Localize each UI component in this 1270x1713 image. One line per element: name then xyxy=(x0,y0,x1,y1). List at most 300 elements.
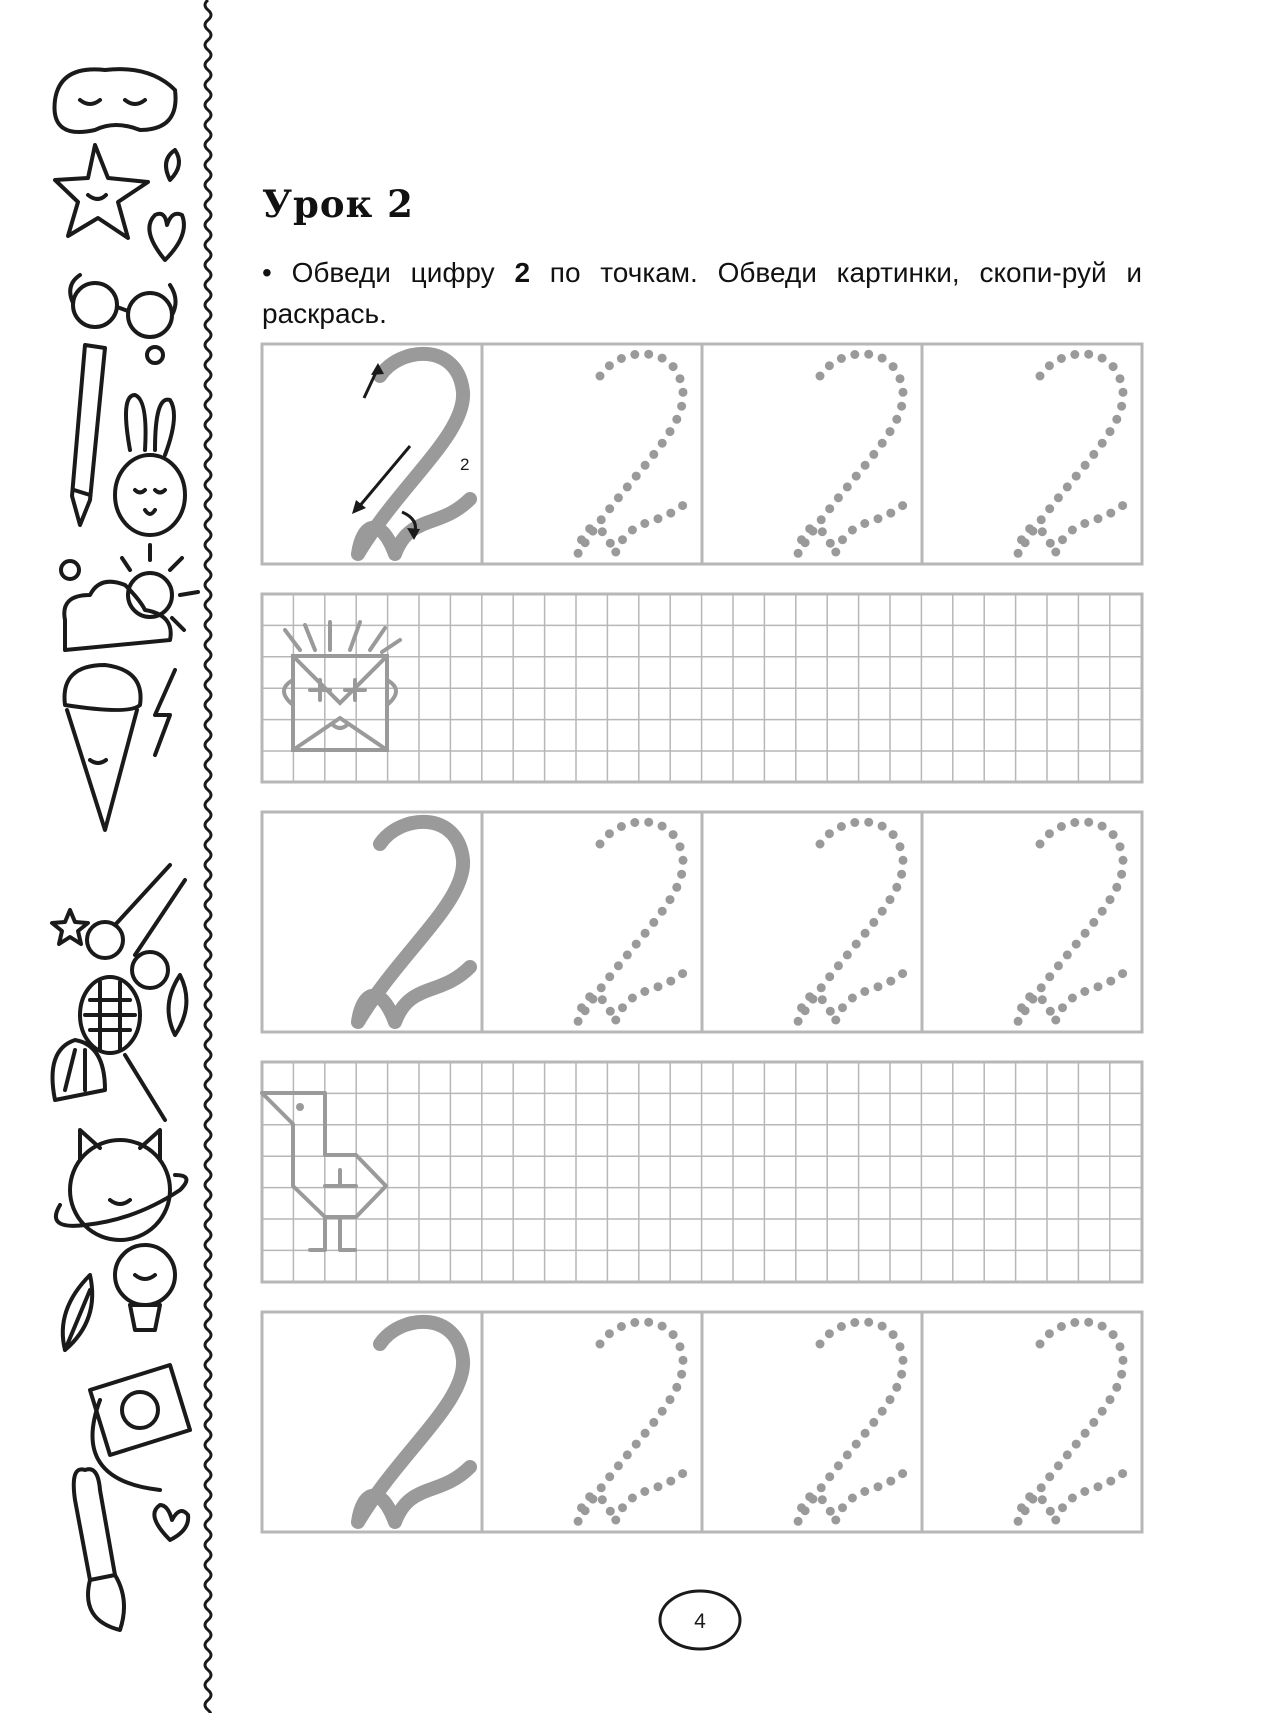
trace-dot xyxy=(672,415,681,424)
trace-dot xyxy=(658,907,667,916)
trace-dot xyxy=(1037,1483,1046,1492)
trace-dot xyxy=(860,1487,869,1496)
trace-dot xyxy=(1068,1494,1077,1503)
trace-dot xyxy=(611,1516,620,1525)
trace-dot xyxy=(1070,818,1079,827)
trace-dot xyxy=(886,977,895,986)
trace-dot xyxy=(676,374,685,383)
trace-dot xyxy=(864,350,873,359)
trace-dot xyxy=(837,1322,846,1331)
trace-dot xyxy=(1017,1503,1026,1512)
trace-dot xyxy=(831,1516,840,1525)
trace-dot xyxy=(628,526,637,535)
trace-dot xyxy=(1045,1329,1054,1338)
trace-dot xyxy=(1046,1007,1055,1016)
trace-dot xyxy=(1094,982,1103,991)
trace-dot xyxy=(843,482,852,491)
trace-dot xyxy=(598,995,607,1004)
trace-dot xyxy=(817,515,826,524)
trace-dot xyxy=(618,1003,627,1012)
trace-dot xyxy=(641,929,650,938)
trace-dot xyxy=(1094,1482,1103,1491)
trace-dot xyxy=(1068,526,1077,535)
trace-dot xyxy=(585,992,594,1001)
trace-dot xyxy=(640,987,649,996)
trace-dot xyxy=(606,1507,615,1516)
trace-dot xyxy=(886,895,895,904)
trace-dot xyxy=(628,1494,637,1503)
trace-dot xyxy=(889,362,898,371)
trace-dot xyxy=(1094,514,1103,523)
trace-dot xyxy=(1106,977,1115,986)
trace-dot xyxy=(1017,535,1026,544)
trace-dot xyxy=(649,1418,658,1427)
trace-dot xyxy=(1058,1003,1067,1012)
trace-dot xyxy=(1070,350,1079,359)
lesson-title: Урок 2 xyxy=(262,182,414,226)
trace-dot xyxy=(1118,969,1127,978)
trace-dot xyxy=(641,461,650,470)
instruction-part-2: по точкам. Обведи картинки, скопи-руй и раскрась. xyxy=(262,257,1143,329)
trace-dot xyxy=(623,950,632,959)
trace-dot xyxy=(640,1487,649,1496)
trace-dot xyxy=(825,504,834,513)
trace-dot xyxy=(611,1016,620,1025)
trace-dot xyxy=(574,1517,583,1526)
trace-dot xyxy=(666,977,675,986)
trace-dot xyxy=(666,895,675,904)
trace-dot xyxy=(1072,1440,1081,1449)
trace-dot xyxy=(886,1395,895,1404)
trace-dot xyxy=(605,504,614,513)
trace-dot xyxy=(1057,354,1066,363)
dotted-digit-2[interactable] xyxy=(1014,350,1128,558)
trace-dot xyxy=(1063,482,1072,491)
trace-dot xyxy=(644,1318,653,1327)
trace-dot xyxy=(618,1503,627,1512)
trace-dot xyxy=(1084,1318,1093,1327)
trace-dot xyxy=(679,856,688,865)
trace-dot xyxy=(825,1472,834,1481)
trace-dot xyxy=(896,1342,905,1351)
trace-dot xyxy=(577,1003,586,1012)
trace-dot xyxy=(1014,549,1023,558)
trace-dot xyxy=(818,527,827,536)
dotted-digit-2[interactable] xyxy=(794,1318,908,1526)
trace-dot xyxy=(597,515,606,524)
trace-dot xyxy=(677,402,686,411)
trace-dot xyxy=(596,1340,605,1349)
trace-dot xyxy=(1045,361,1054,370)
trace-dot xyxy=(617,354,626,363)
dotted-digit-2[interactable] xyxy=(1014,1318,1128,1526)
trace-dot xyxy=(1089,918,1098,927)
trace-dot xyxy=(1037,515,1046,524)
trace-dot xyxy=(834,1461,843,1470)
trace-dot xyxy=(861,1429,870,1438)
trace-dot xyxy=(574,1017,583,1026)
trace-dot xyxy=(797,535,806,544)
trace-dot xyxy=(614,493,623,502)
trace-dot xyxy=(1098,439,1107,448)
trace-dot xyxy=(794,1517,803,1526)
instruction-digit: 2 xyxy=(514,257,531,288)
trace-dot xyxy=(896,842,905,851)
trace-dot xyxy=(605,1472,614,1481)
trace-dot xyxy=(843,1450,852,1459)
trace-dot xyxy=(1058,1503,1067,1512)
instruction-part-1: Обведи цифру xyxy=(291,257,495,288)
trace-dot xyxy=(852,472,861,481)
trace-dot xyxy=(794,1017,803,1026)
trace-dot xyxy=(878,439,887,448)
trace-dot xyxy=(654,514,663,523)
trace-dot xyxy=(892,415,901,424)
trace-dot xyxy=(1025,1492,1034,1501)
trace-dot xyxy=(632,472,641,481)
trace-dot xyxy=(1106,427,1115,436)
trace-dot xyxy=(1025,524,1034,533)
dotted-digit-2[interactable] xyxy=(1014,818,1128,1026)
trace-dot xyxy=(1116,842,1125,851)
bullet: • xyxy=(262,257,272,288)
stroke-order-number: 2 xyxy=(460,455,470,474)
trace-dot xyxy=(834,493,843,502)
trace-dot xyxy=(596,840,605,849)
trace-dot xyxy=(630,350,639,359)
trace-dot xyxy=(1057,822,1066,831)
trace-dot xyxy=(878,1322,887,1331)
sample-digit-2-row-2 xyxy=(358,822,470,1022)
trace-dot xyxy=(644,818,653,827)
trace-dot xyxy=(577,535,586,544)
trace-dot xyxy=(1017,1003,1026,1012)
trace-dot xyxy=(669,830,678,839)
trace-dot xyxy=(834,961,843,970)
trace-row-3 xyxy=(262,1312,1142,1532)
trace-dot xyxy=(816,1340,825,1349)
trace-dot xyxy=(585,1492,594,1501)
page-number-badge xyxy=(660,1591,740,1649)
trace-dot xyxy=(1036,372,1045,381)
trace-dot xyxy=(1119,388,1128,397)
trace-dot xyxy=(1072,940,1081,949)
trace-dot xyxy=(679,1356,688,1365)
trace-dot xyxy=(1072,472,1081,481)
trace-dot xyxy=(897,870,906,879)
trace-dot xyxy=(658,822,667,831)
trace-dot xyxy=(1084,350,1093,359)
trace-dot xyxy=(676,842,685,851)
trace-dot xyxy=(1051,1016,1060,1025)
trace-dot xyxy=(898,1469,907,1478)
trace-dot xyxy=(1063,950,1072,959)
trace-dot xyxy=(816,840,825,849)
trace-dot xyxy=(825,829,834,838)
trace-dot xyxy=(878,907,887,916)
trace-dot xyxy=(864,1318,873,1327)
trace-row-1 xyxy=(262,344,1142,564)
trace-dot xyxy=(1038,527,1047,536)
trace-dot xyxy=(818,1495,827,1504)
trace-dot xyxy=(1117,402,1126,411)
trace-dot xyxy=(618,535,627,544)
trace-dot xyxy=(1098,1322,1107,1331)
trace-dot xyxy=(1046,1507,1055,1516)
trace-dot xyxy=(816,372,825,381)
trace-dot xyxy=(1098,354,1107,363)
trace-dot xyxy=(666,509,675,518)
trace-dot xyxy=(886,1477,895,1486)
trace-dot xyxy=(577,1503,586,1512)
trace-dot xyxy=(1068,994,1077,1003)
trace-dot xyxy=(896,374,905,383)
trace-dot xyxy=(1084,818,1093,827)
trace-dot xyxy=(1109,1330,1118,1339)
trace-dot xyxy=(817,983,826,992)
trace-dot xyxy=(1045,829,1054,838)
trace-dot xyxy=(831,548,840,557)
trace-dot xyxy=(1045,1472,1054,1481)
trace-dot xyxy=(672,883,681,892)
trace-dot xyxy=(850,1318,859,1327)
trace-dot xyxy=(1098,822,1107,831)
trace-dot xyxy=(864,818,873,827)
trace-dot xyxy=(1106,1477,1115,1486)
dotted-digit-2[interactable] xyxy=(794,350,908,558)
trace-dot xyxy=(614,1461,623,1470)
dotted-digit-2[interactable] xyxy=(574,1318,688,1526)
trace-dot xyxy=(892,883,901,892)
trace-dot xyxy=(852,940,861,949)
trace-dot xyxy=(797,1503,806,1512)
trace-dot xyxy=(676,1342,685,1351)
trace-dot xyxy=(897,1370,906,1379)
trace-dot xyxy=(669,1330,678,1339)
trace-dot xyxy=(874,982,883,991)
trace-dot xyxy=(1081,461,1090,470)
trace-dot xyxy=(1116,1342,1125,1351)
trace-dot xyxy=(805,992,814,1001)
trace-dot xyxy=(1054,961,1063,970)
trace-dot xyxy=(628,994,637,1003)
trace-dot xyxy=(826,1507,835,1516)
trace-dot xyxy=(678,501,687,510)
trace-dot xyxy=(826,1007,835,1016)
trace-dot xyxy=(1014,1017,1023,1026)
trace-dot xyxy=(1116,374,1125,383)
trace-dot xyxy=(1118,1469,1127,1478)
trace-dot xyxy=(1089,1418,1098,1427)
trace-dot xyxy=(678,969,687,978)
trace-dot xyxy=(1046,539,1055,548)
trace-dot xyxy=(1106,895,1115,904)
trace-dot xyxy=(623,482,632,491)
trace-dot xyxy=(654,982,663,991)
trace-dot xyxy=(837,354,846,363)
trace-row-2 xyxy=(262,812,1142,1032)
trace-dot xyxy=(658,354,667,363)
trace-dot xyxy=(1119,1356,1128,1365)
trace-dot xyxy=(1112,883,1121,892)
trace-dot xyxy=(848,994,857,1003)
trace-dot xyxy=(669,362,678,371)
trace-dot xyxy=(679,388,688,397)
sample-digit-2-row-3 xyxy=(358,1322,470,1522)
trace-dot xyxy=(605,972,614,981)
trace-dot xyxy=(605,829,614,838)
trace-dot xyxy=(598,1495,607,1504)
trace-dot xyxy=(640,519,649,528)
trace-dot xyxy=(874,514,883,523)
trace-dot xyxy=(1109,830,1118,839)
trace-dot xyxy=(617,822,626,831)
trace-dot xyxy=(1045,504,1054,513)
dotted-digit-2[interactable] xyxy=(794,818,908,1026)
trace-dot xyxy=(606,1007,615,1016)
trace-dot xyxy=(805,1492,814,1501)
trace-dot xyxy=(825,972,834,981)
trace-dot xyxy=(837,822,846,831)
trace-dot xyxy=(1106,1395,1115,1404)
trace-dot xyxy=(658,439,667,448)
trace-dot xyxy=(878,822,887,831)
trace-dot xyxy=(1119,856,1128,865)
trace-dot xyxy=(838,1503,847,1512)
trace-dot xyxy=(1081,929,1090,938)
trace-dot xyxy=(1036,840,1045,849)
trace-dot xyxy=(897,402,906,411)
dotted-digit-2[interactable] xyxy=(574,350,688,558)
trace-dot xyxy=(678,1469,687,1478)
trace-dot xyxy=(666,1477,675,1486)
trace-dot xyxy=(649,450,658,459)
trace-dot xyxy=(850,818,859,827)
trace-dot xyxy=(654,1482,663,1491)
trace-dot xyxy=(825,1329,834,1338)
trace-dot xyxy=(658,1322,667,1331)
copy-grid-row-2 xyxy=(262,1062,1142,1282)
trace-dot xyxy=(1054,1461,1063,1470)
trace-dot xyxy=(1025,992,1034,1001)
trace-dot xyxy=(666,427,675,436)
trace-dot xyxy=(1089,450,1098,459)
trace-dot xyxy=(878,1407,887,1416)
trace-dot xyxy=(606,539,615,548)
trace-dot xyxy=(605,361,614,370)
goose-icon xyxy=(262,1093,386,1250)
trace-dot xyxy=(898,501,907,510)
trace-dot xyxy=(861,461,870,470)
trace-dot xyxy=(797,1003,806,1012)
trace-dot xyxy=(1112,1383,1121,1392)
trace-dot xyxy=(1063,1450,1072,1459)
trace-dot xyxy=(632,940,641,949)
trace-dot xyxy=(1051,1516,1060,1525)
trace-dot xyxy=(672,1383,681,1392)
trace-dot xyxy=(1037,983,1046,992)
trace-dot xyxy=(825,361,834,370)
trace-dot xyxy=(574,549,583,558)
trace-dot xyxy=(1081,1429,1090,1438)
trace-dot xyxy=(649,918,658,927)
trace-dot xyxy=(794,549,803,558)
trace-dot xyxy=(614,961,623,970)
trace-dot xyxy=(886,509,895,518)
trace-dot xyxy=(677,870,686,879)
trace-dot xyxy=(826,539,835,548)
trace-dot xyxy=(1118,501,1127,510)
trace-dot xyxy=(630,1318,639,1327)
trace-dot xyxy=(899,388,908,397)
trace-dot xyxy=(838,535,847,544)
trace-dot xyxy=(838,1003,847,1012)
trace-dot xyxy=(848,526,857,535)
trace-dot xyxy=(1038,995,1047,1004)
page-number: 4 xyxy=(694,1610,706,1633)
trace-dot xyxy=(843,950,852,959)
trace-dot xyxy=(1045,972,1054,981)
trace-dot xyxy=(597,983,606,992)
trace-dot xyxy=(666,1395,675,1404)
trace-dot xyxy=(1080,1487,1089,1496)
trace-dot xyxy=(860,519,869,528)
trace-dot xyxy=(630,818,639,827)
trace-dot xyxy=(1058,535,1067,544)
trace-dot xyxy=(1070,1318,1079,1327)
trace-dot xyxy=(1080,519,1089,528)
trace-dot xyxy=(1112,415,1121,424)
trace-dot xyxy=(632,1440,641,1449)
trace-dot xyxy=(596,372,605,381)
trace-dot xyxy=(1106,509,1115,518)
trace-dot xyxy=(1098,907,1107,916)
trace-dot xyxy=(869,1418,878,1427)
trace-dot xyxy=(892,1383,901,1392)
trace-dot xyxy=(874,1482,883,1491)
trace-dot xyxy=(850,350,859,359)
trace-dot xyxy=(598,527,607,536)
trace-dot xyxy=(1038,1495,1047,1504)
trace-dot xyxy=(848,1494,857,1503)
trace-dot xyxy=(805,524,814,533)
trace-dot xyxy=(861,929,870,938)
trace-dot xyxy=(852,1440,861,1449)
trace-dot xyxy=(1117,1370,1126,1379)
trace-dot xyxy=(886,427,895,436)
trace-dot xyxy=(644,350,653,359)
trace-dot xyxy=(585,524,594,533)
trace-dot xyxy=(899,1356,908,1365)
trace-dot xyxy=(623,1450,632,1459)
trace-dot xyxy=(818,995,827,1004)
trace-dot xyxy=(869,918,878,927)
trace-dot xyxy=(1098,1407,1107,1416)
trace-dot xyxy=(641,1429,650,1438)
trace-dot xyxy=(1051,548,1060,557)
face-icon xyxy=(284,622,400,750)
trace-dot xyxy=(889,1330,898,1339)
trace-dot xyxy=(1054,493,1063,502)
trace-dot xyxy=(831,1016,840,1025)
trace-dot xyxy=(617,1322,626,1331)
trace-dot xyxy=(597,1483,606,1492)
trace-dot xyxy=(1057,1322,1066,1331)
trace-dot xyxy=(898,969,907,978)
trace-dot xyxy=(658,1407,667,1416)
dotted-digit-2[interactable] xyxy=(574,818,688,1026)
trace-dot xyxy=(817,1483,826,1492)
